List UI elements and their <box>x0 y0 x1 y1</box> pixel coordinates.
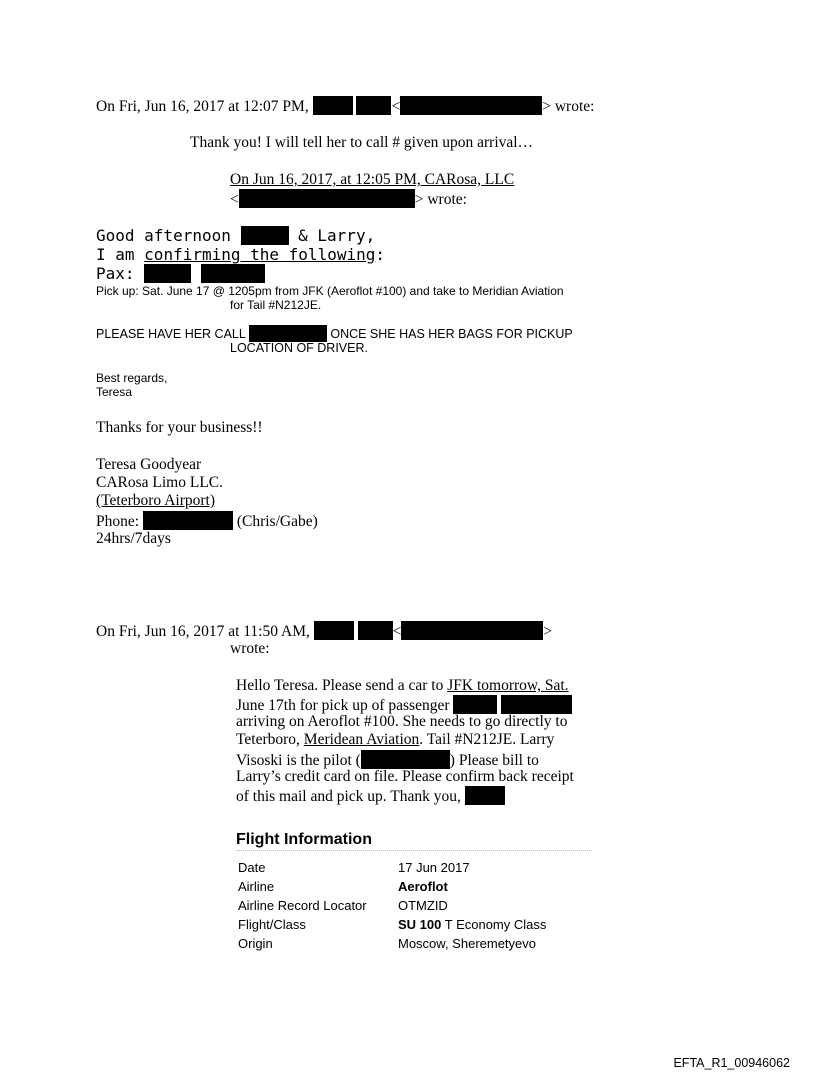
greeting-pre: Good afternoon <box>96 226 231 245</box>
reply1-header <box>96 96 594 116</box>
original-body-l3: arriving on Aeroflot #100. She needs to go directly to <box>236 713 568 730</box>
body-text: Visoski is the pilot ( <box>236 752 361 769</box>
body-text: ) Please bill to <box>449 752 539 769</box>
flight-info-value-bold: SU 100 <box>398 916 442 932</box>
original-body-l2 <box>236 695 572 715</box>
flight-info-value-text: OTMZID <box>398 897 448 913</box>
quoted-header-line2 <box>230 189 467 209</box>
flight-info-row <box>236 897 546 916</box>
quoted-header-lt: < <box>230 191 239 208</box>
flight-info-row <box>236 916 546 935</box>
confirming-underlined: confirming the following <box>144 245 376 264</box>
greeting-post: & Larry, <box>298 226 376 245</box>
flight-info-value-text: Moscow, Sheremetyevo <box>398 935 537 951</box>
reply1-header-lt: < <box>391 98 401 115</box>
quoted-header-line1: On Jun 16, 2017, at 12:05 PM, CARosa, LLC <box>230 171 515 188</box>
call-line2: LOCATION OF DRIVER. <box>230 341 368 355</box>
redaction-block <box>313 96 353 115</box>
signature-company: CARosa Limo LLC. <box>96 474 224 491</box>
call-pre: PLEASE HAVE HER CALL <box>96 327 246 341</box>
confirming-pre: I am <box>96 245 145 264</box>
original-body-l5 <box>236 750 539 770</box>
flight-info-row <box>236 859 546 878</box>
reply1-header-prefix: On Fri, Jun 16, 2017 at 12:07 PM, <box>96 98 309 115</box>
redaction-block <box>501 695 572 714</box>
original-header-lt: < <box>392 623 402 640</box>
body-text: June 17th for pick up of passenger <box>236 697 450 714</box>
flight-info-label: Airline <box>238 878 275 894</box>
body-text: Teterboro, <box>236 731 304 748</box>
redaction-block <box>314 621 354 640</box>
call-post: ONCE SHE HAS HER BAGS FOR PICKUP <box>330 327 573 341</box>
body-text: Hello Teresa. Please send a car to <box>236 677 448 694</box>
redaction-block <box>401 621 543 640</box>
flight-info-heading: Flight Information <box>236 831 372 848</box>
phone-label: Phone: <box>96 513 140 530</box>
original-body-l7 <box>236 786 505 806</box>
flight-info-value <box>396 935 546 954</box>
signature-location: (Teterboro Airport) <box>96 492 215 509</box>
redaction-block <box>356 96 391 115</box>
signature-thanks: Thanks for your business!! <box>96 419 263 436</box>
flight-info-value <box>396 897 546 916</box>
redaction-block <box>465 786 505 805</box>
confirming-line <box>96 245 385 264</box>
signature-hours: 24hrs/7days <box>96 530 171 547</box>
flight-info-label: Date <box>238 859 266 875</box>
pickup-line1: Pick up: Sat. June 17 @ 1205pm from JFK (Aeroflot #100) and take to Meridian Aviation <box>96 284 564 298</box>
flight-info-row <box>236 878 546 897</box>
flight-info-value <box>396 859 546 878</box>
original-header <box>96 621 552 641</box>
call-line <box>96 325 573 342</box>
redaction-block <box>361 750 450 769</box>
redaction-block <box>358 621 393 640</box>
body-text: of this mail and pick up. Thank you, <box>236 788 461 805</box>
redaction-block <box>249 325 327 342</box>
greeting-line <box>96 226 375 245</box>
body-text-underlined: Meridean Aviation <box>303 731 420 748</box>
original-body-l1 <box>236 677 569 695</box>
original-body-l4 <box>236 731 554 749</box>
redaction-block <box>143 511 233 530</box>
flight-info-divider <box>236 850 592 851</box>
body-text: . Tail #N212JE. Larry <box>419 731 555 748</box>
signature-phone <box>96 511 318 531</box>
redaction-block <box>144 264 191 283</box>
flight-info-label: Airline Record Locator <box>238 897 367 913</box>
confirming-post: : <box>375 245 385 264</box>
body-text-underlined: JFK tomorrow, Sat. <box>447 677 569 694</box>
pax-line <box>96 264 265 283</box>
redaction-block <box>239 189 415 208</box>
flight-info-value <box>396 916 546 935</box>
flight-info-value-text: T Economy Class <box>441 916 547 932</box>
flight-info-value-bold: Aeroflot <box>398 878 448 894</box>
regards-name: Teresa <box>96 385 133 399</box>
flight-info-table <box>236 859 546 954</box>
original-body-l6: Larry’s credit card on file. Please confirm back receipt <box>236 768 574 785</box>
original-header-prefix: On Fri, Jun 16, 2017 at 11:50 AM, <box>96 623 310 640</box>
flight-info-value <box>396 878 546 897</box>
redaction-block <box>201 264 265 283</box>
phone-note: (Chris/Gabe) <box>236 513 318 530</box>
flight-info-label: Origin <box>238 935 273 951</box>
original-header-gt: > <box>543 623 553 640</box>
signature-name: Teresa Goodyear <box>96 456 202 473</box>
flight-info-label: Flight/Class <box>238 916 306 932</box>
flight-info-row <box>236 935 546 954</box>
regards: Best regards, <box>96 371 168 385</box>
reply1-body: Thank you! I will tell her to call # given upon arrival… <box>190 134 534 151</box>
flight-info-value-text: 17 Jun 2017 <box>398 859 470 875</box>
pax-label: Pax: <box>96 264 135 283</box>
bates-number: EFTA_R1_00946062 <box>673 1056 790 1070</box>
redaction-block <box>453 695 497 714</box>
reply1-header-suffix: > wrote: <box>542 98 595 115</box>
redaction-block <box>241 226 289 245</box>
pickup-line2: for Tail #N212JE. <box>230 298 322 312</box>
original-header-line2: wrote: <box>230 640 270 657</box>
quoted-header-suffix: > wrote: <box>414 191 467 208</box>
redaction-block <box>400 96 542 115</box>
